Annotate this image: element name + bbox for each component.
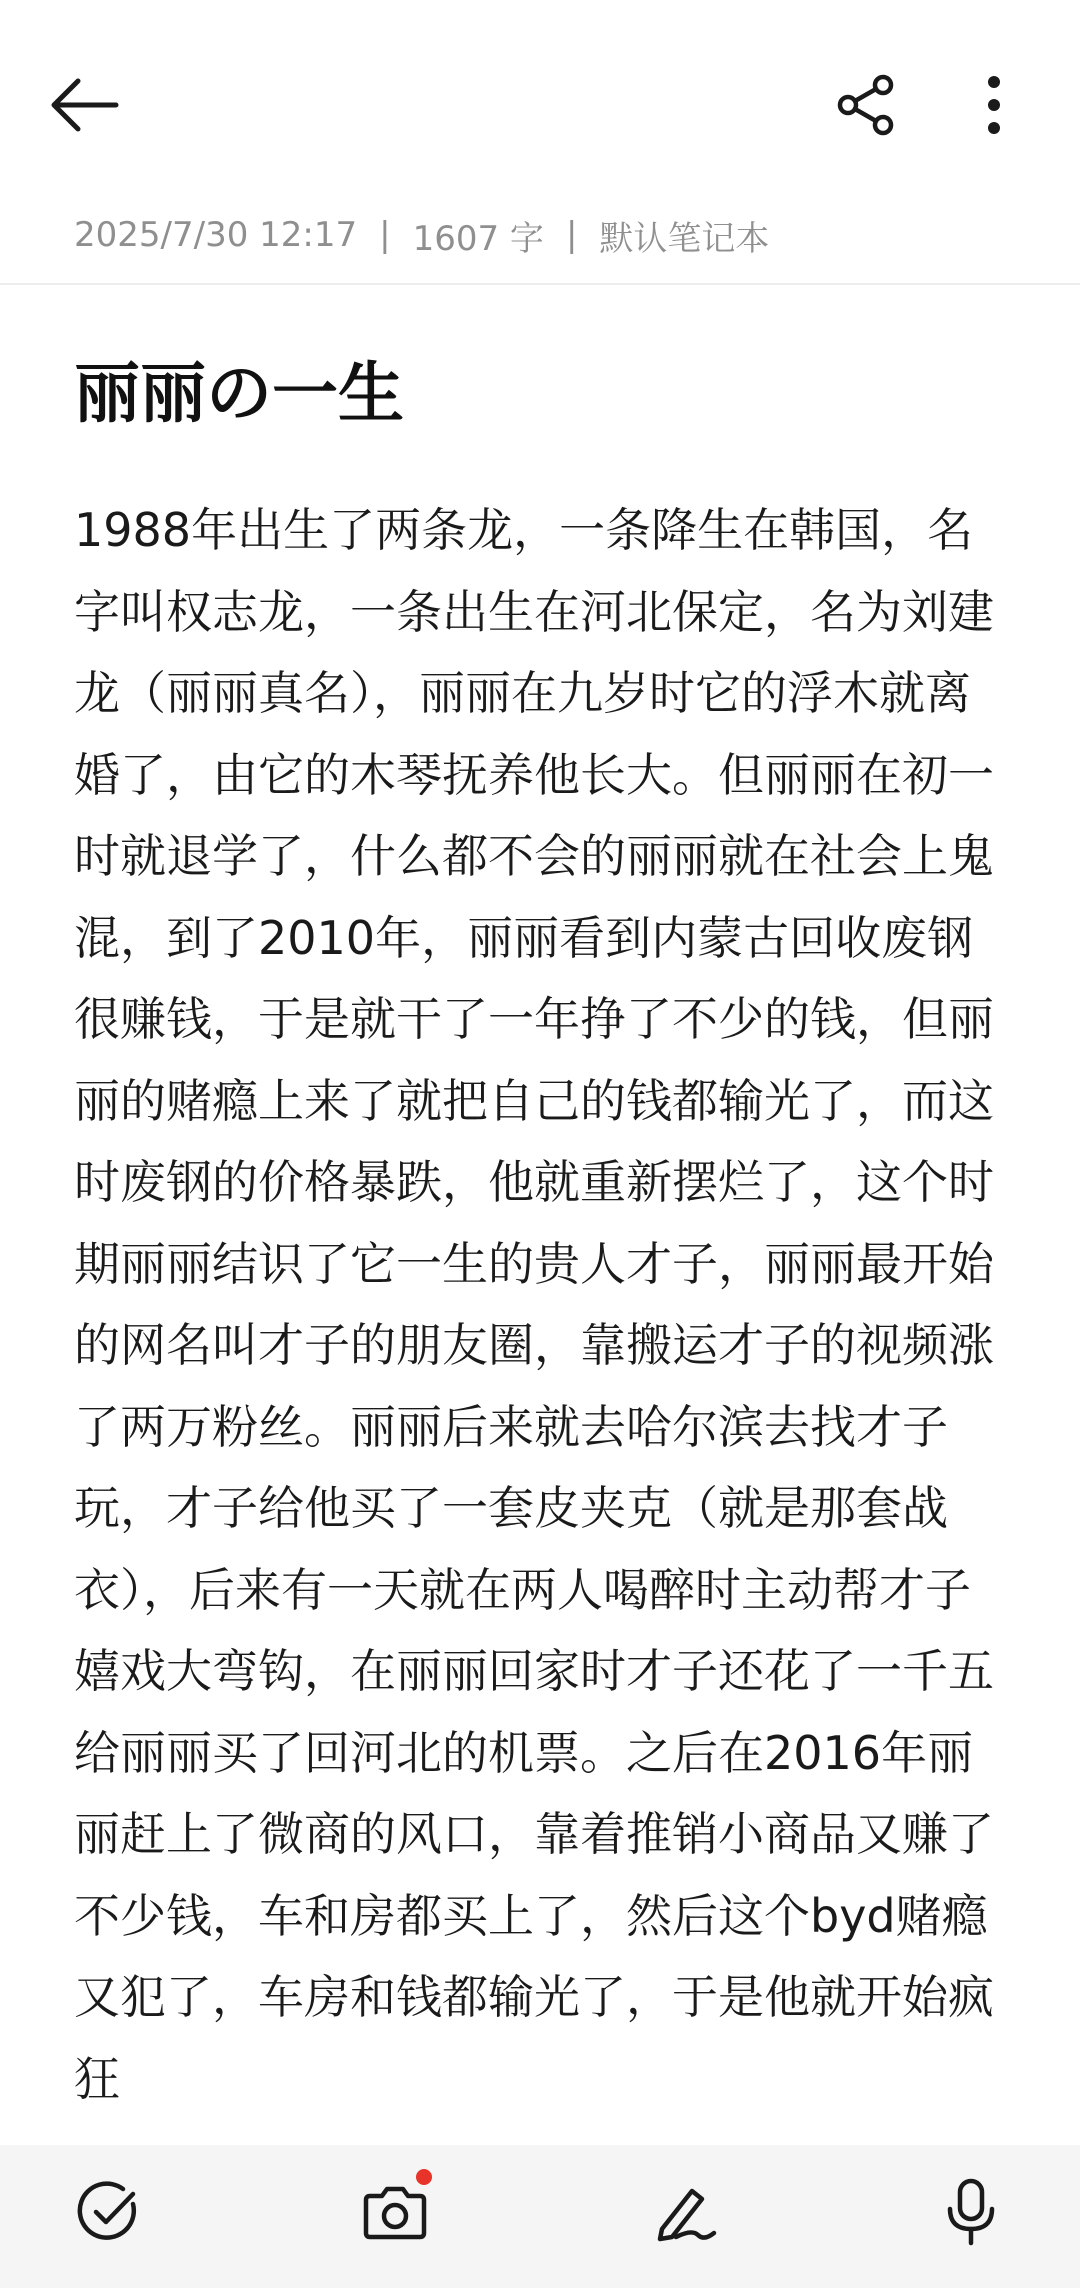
note-meta	[74, 210, 769, 260]
camera-icon	[360, 2182, 430, 2242]
more-options-button[interactable]	[944, 55, 1044, 155]
voice-input-button[interactable]	[916, 2157, 1026, 2267]
share-button[interactable]	[816, 55, 916, 155]
camera-badge-dot	[416, 2169, 432, 2185]
more-vertical-icon	[984, 74, 1004, 136]
note-word-count: 1607 字	[412, 218, 544, 259]
bottom-toolbar	[0, 2145, 1080, 2288]
handwriting-button[interactable]	[630, 2157, 740, 2267]
share-icon	[835, 74, 897, 136]
note-body[interactable]: 1988年出生了两条龙，一条降生在韩国，名字叫权志龙，一条出生在河北保定，名为刘建龙（丽丽真名），丽丽在九岁时它的浮木就离婚了，由它的木琴抚养他长大。但丽丽在初一时就退学了，什么都不会的丽丽就在社会上鬼混，到了2010年，丽丽看到内蒙古回收废钢很赚钱，于是就干了一年挣了不少的钱，但丽丽的赌瘾上来了就把自己的钱都输光了，而这时废钢的价格暴跌，他就重新摆烂了，这个时期丽丽结识了它一生的贵人才子，丽丽最开始的网名叫才子的朋友圈，靠搬运才子的视频涨了两万粉丝。丽丽后来就去哈尔滨去找才子玩，才子给他买了一套皮夹克（就是那套战衣），后来有一天就在两人喝醉时主动帮才子嬉戏大弯钩，在丽丽回家时才子还花了一千五给丽丽买了回河北的机票。之后在2016年丽丽赶上了微商的风口，靠着推销小商品又赚了不少钱，车和房都买上了，然后这个byd赌瘾又犯了，车房和钱都输光了，于是他就开始疯狂	[74, 503, 994, 2106]
pen-icon	[652, 2179, 718, 2245]
note-title[interactable]: 丽丽の一生	[74, 355, 404, 432]
meta-separator: |	[379, 215, 391, 255]
camera-button[interactable]	[340, 2157, 450, 2267]
notebook-name[interactable]: 默认笔记本	[599, 218, 770, 259]
note-datetime: 2025/7/30 12:17	[74, 215, 358, 255]
check-circle-icon	[77, 2180, 141, 2244]
header-divider	[0, 283, 1080, 285]
back-button[interactable]	[34, 55, 134, 155]
microphone-icon	[943, 2177, 999, 2247]
meta-separator: |	[565, 215, 578, 255]
checklist-button[interactable]	[54, 2157, 164, 2267]
arrow-left-icon	[48, 75, 120, 135]
top-toolbar	[0, 0, 1080, 200]
